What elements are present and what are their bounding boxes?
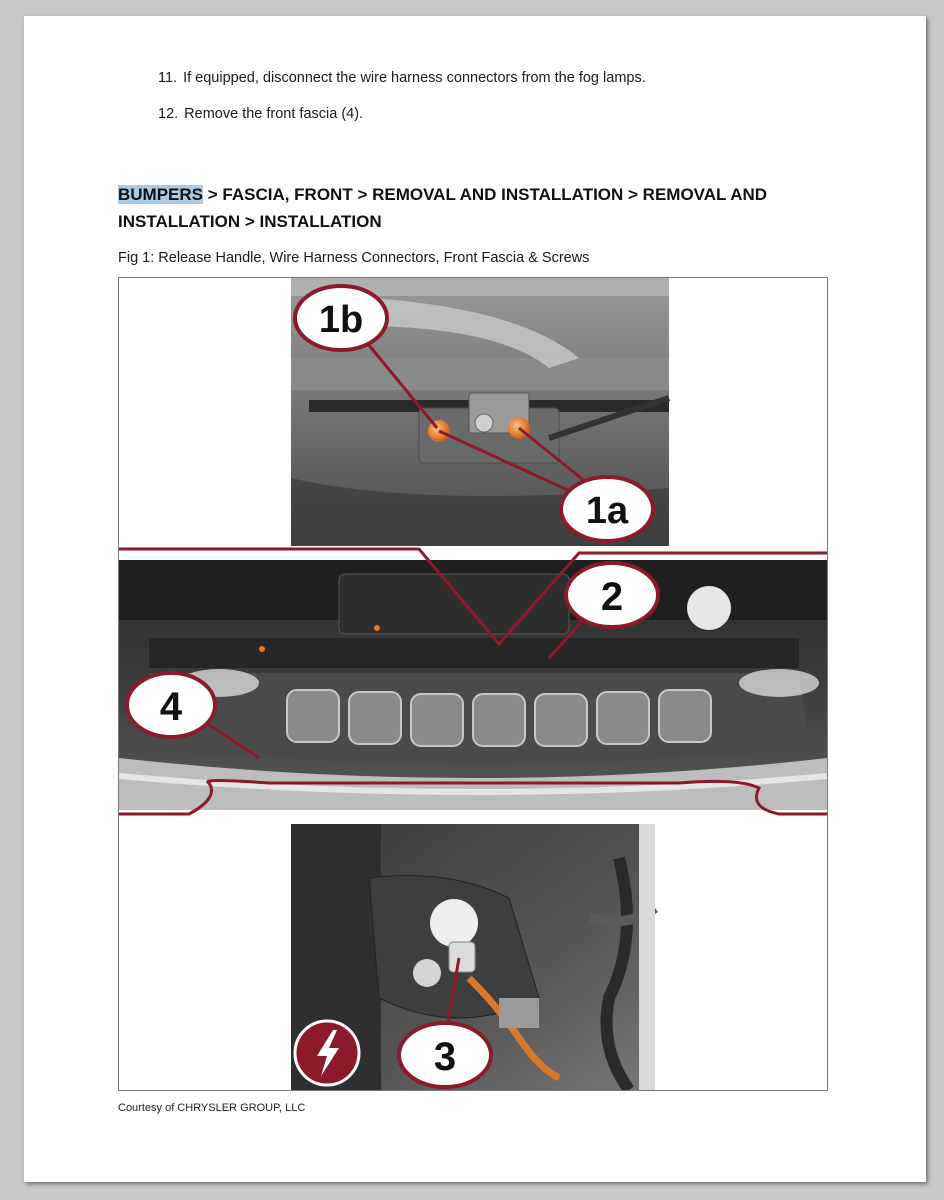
heading-breadcrumb: > FASCIA, FRONT > REMOVAL AND INSTALLATION > REMOVAL AND INSTALLATION > INSTALLATION: [118, 185, 768, 231]
step-11: [158, 70, 646, 86]
courtesy-note: Courtesy of CHRYSLER GROUP, LLC: [118, 1102, 306, 1114]
heading-highlight: BUMPERS: [118, 185, 204, 204]
step-11-number: 11.: [158, 70, 178, 86]
section-heading: [118, 181, 838, 235]
step-11-text: If equipped, disconnect the wire harness connectors from the fog lamps.: [183, 70, 646, 86]
callout-4-label: 4: [159, 685, 183, 729]
callout-3-label: 3: [433, 1035, 457, 1079]
callout-1a-label: 1a: [585, 490, 629, 532]
callout-1b: [295, 286, 387, 350]
step-12: [158, 106, 363, 122]
electrical-warning-icon: [295, 1021, 359, 1085]
figure-caption: Fig 1: Release Handle, Wire Harness Connectors, Front Fascia & Screws: [118, 250, 590, 266]
document-page: [24, 16, 926, 1182]
callout-1a: [561, 477, 653, 541]
callout-2: [566, 563, 658, 627]
callout-3: [399, 1023, 491, 1087]
middle-photo: [119, 560, 827, 810]
figure-image: [118, 277, 828, 1091]
callout-1b-label: 1b: [318, 299, 364, 341]
step-12-text: Remove the front fascia (4).: [184, 106, 364, 122]
callout-4: [127, 673, 215, 737]
callout-2-label: 2: [600, 575, 624, 619]
step-12-number: 12.: [158, 106, 179, 122]
